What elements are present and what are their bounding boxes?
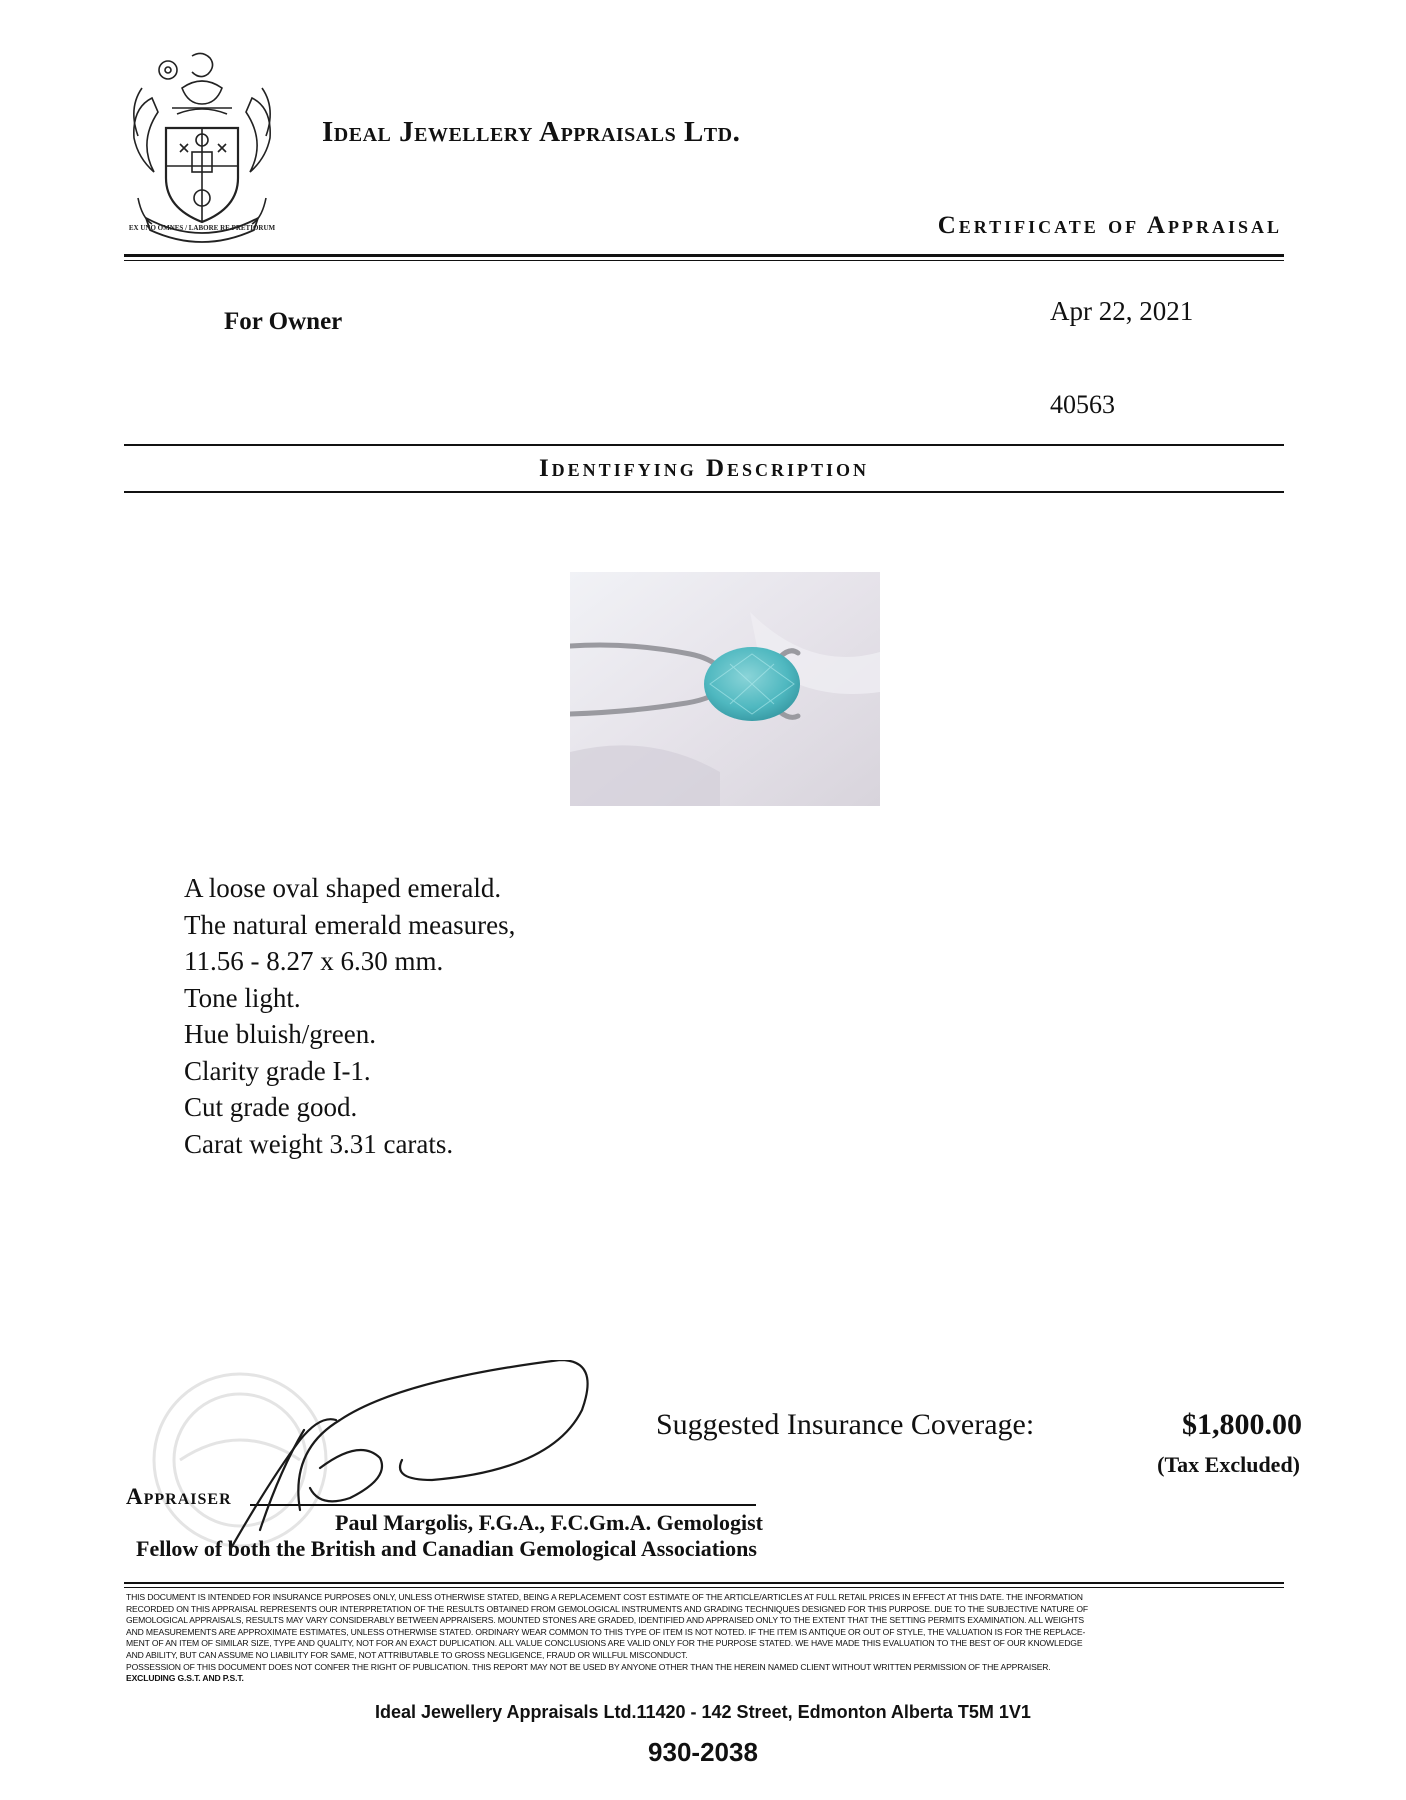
description-line: 11.56 - 8.27 x 6.30 mm. <box>184 946 444 976</box>
section-divider-top <box>124 444 1284 446</box>
company-name: Ideal Jewellery Appraisals Ltd. <box>322 116 741 148</box>
appraiser-label: Appraiser <box>126 1484 232 1509</box>
appraiser-affiliation: Fellow of both the British and Canadian Gemological Associations <box>136 1536 757 1561</box>
disclaimer-line: POSSESSION OF THIS DOCUMENT DOES NOT CONFER THE RIGHT OF PUBLICATION. THIS REPORT MAY NOT BE USED BY ANYONE OTHER THAN THE HEREIN NAMED CLIENT WITHOUT WRITTEN PERMISSION OF THE APPRAISER. <box>126 1661 1051 1672</box>
description-line: Hue bluish/green. <box>184 1019 376 1049</box>
description-line: The natural emerald measures, <box>184 909 516 940</box>
disclaimer-line: GEMOLOGICAL APPRAISALS, RESULTS MAY VARY CONSIDERABLY BETWEEN APPRAISERS. MOUNTED STONES ARE GRADED, IDENTIFIED AND APPRAISED ONLY TO THE EXTENT THAT THE SETTING PERMITS EXAMINATION. ALL WEIGHTS <box>126 1615 1084 1626</box>
header-divider-thin <box>124 260 1284 261</box>
document-title: Certificate of Appraisal <box>937 212 1282 239</box>
description-line: Carat weight 3.31 carats. <box>184 1128 454 1159</box>
crest-motto: EX UNO OMNES / LABORE RE PRETIORUM <box>128 224 276 232</box>
description-line: Clarity grade I-1. <box>184 1055 371 1086</box>
footer-divider-thin <box>124 1587 1284 1588</box>
section-divider-bottom <box>124 491 1284 493</box>
footer-address: Ideal Jewellery Appraisals Ltd.11420 - 142 Street, Edmonton Alberta T5M 1V1 <box>375 1702 1031 1722</box>
footer-divider <box>124 1582 1284 1584</box>
description-line: A loose oval shaped emerald. <box>184 873 502 903</box>
description-line: Cut grade good. <box>184 1092 358 1122</box>
coat-of-arms-logo <box>122 48 282 248</box>
disclaimer-line: THIS DOCUMENT IS INTENDED FOR INSURANCE PURPOSES ONLY, UNLESS OTHERWISE STATED, BEING A REPLACEMENT COST ESTIMATE OF THE ARTICLE/ARTICLES AT FULL RETAIL PRICES IN EFFECT AT THIS DATE. THE INFORMATION <box>126 1592 1083 1602</box>
description-line: Tone light. <box>184 982 301 1013</box>
header-divider <box>124 254 1284 257</box>
section-title: Identifying Description <box>538 455 870 482</box>
footer-phone: 930-2038 <box>648 1737 758 1767</box>
recipient: For Owner <box>224 308 343 335</box>
disclaimer-line: AND MEASUREMENTS ARE APPROXIMATE ESTIMATES, UNLESS OTHERWISE STATED. ORDINARY WEAR COMMON TO THIS TYPE OF ITEM IS NOT NOTED. IF THE ITEM IS ANTIQUE OR OUT OF STYLE, THE VALUATION IS FOR THE REPLACE- <box>126 1626 1086 1637</box>
insurance-label: Suggested Insurance Coverage: <box>656 1408 1035 1441</box>
disclaimer-line: AND ABILITY, BUT CAN ASSUME NO LIABILITY FOR SAME, NOT ATTRIBUTABLE TO GROSS NEGLIGENCE, FRAUD OR WILLFUL MISCONDUCT. <box>126 1649 688 1660</box>
insurance-value: $1,800.00 <box>1182 1408 1302 1441</box>
emerald-photo <box>570 572 880 806</box>
appraiser-name: Paul Margolis, F.G.A., F.C.Gm.A. Gemologist <box>335 1510 763 1535</box>
appraisal-date: Apr 22, 2021 <box>1050 296 1194 326</box>
disclaimer <box>126 1592 1286 1685</box>
tax-exclusion: EXCLUDING G.S.T. AND P.S.T. <box>126 1673 244 1684</box>
signature-icon <box>200 1360 600 1560</box>
stone-description <box>184 870 515 1162</box>
disclaimer-line: RECORDED ON THIS APPRAISAL REPRESENTS OUR INTERPRETATION OF THE RESULTS OBTAINED FROM GEMOLOGICAL INSTRUMENTS AND GRADING TECHNIQUES DESIGNED FOR THIS PURPOSE. DUE TO THE SUBJECTIVE NATURE OF <box>126 1603 1088 1614</box>
reference-number: 40563 <box>1050 390 1115 419</box>
disclaimer-line: MENT OF AN ITEM OF SIMILAR SIZE, TYPE AND QUALITY, NOT FOR AN EXACT DUPLICATION. ALL VALUE CONCLUSIONS ARE VALID ONLY FOR THE PURPOSE STATED. WE HAVE MADE THIS EVALUATION TO THE BEST OF OUR KNOWLEDGE <box>126 1638 1083 1649</box>
tax-note: (Tax Excluded) <box>1157 1452 1300 1477</box>
